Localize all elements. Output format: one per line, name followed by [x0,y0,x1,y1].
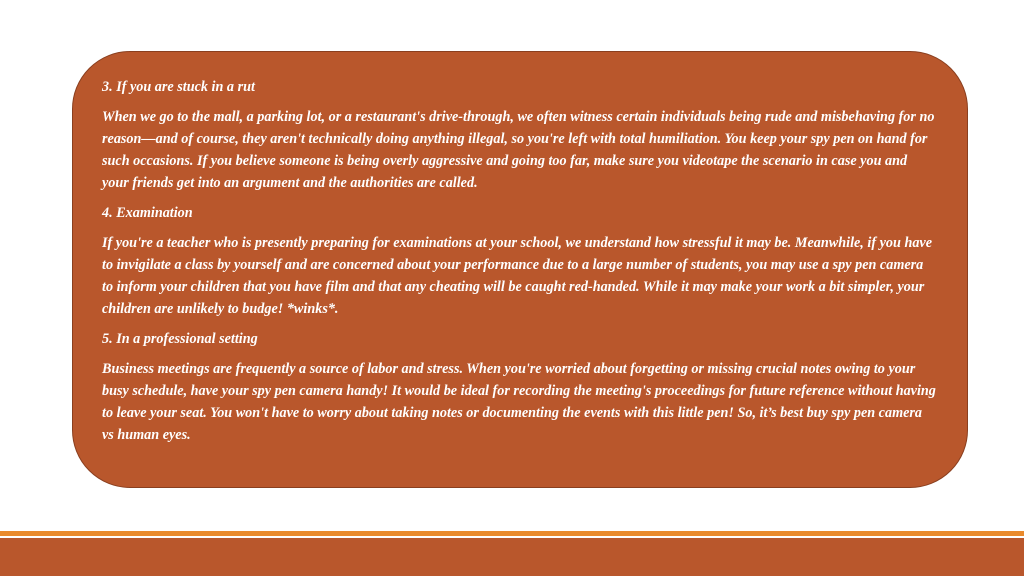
section-heading-professional: 5. In a professional setting [102,331,258,347]
section-body-examination: If you're a teacher who is presently preparing for examinations at your school, we understand how stressful it may be. Meanwhile, if you have to invigilate a class by yourself and are concerned about your performance due to a large number of students, you may use a spy pen camera to inform your children that you have film and that any cheating will be caught red-handed. While it may make your work a bit simpler, your children are unlikely to budge! *winks*. [102,235,933,317]
section-body-professional: Business meetings are frequently a source of labor and stress. When you're worried about forgetting or missing crucial notes owing to your busy schedule, have your spy pen camera handy! It would be ideal for recording the meeting's proceedings for future reference without having to leave your seat. You won't have to worry about taking notes or documenting the events with this little pen! So, it’s best buy spy pen camera vs human eyes. [102,361,936,443]
footer-accent-line [0,531,1024,536]
content-box [72,51,968,488]
section-heading-rut: 3. If you are stuck in a rut [102,79,255,95]
section-body-rut: When we go to the mall, a parking lot, or a restaurant's drive-through, we often witness certain individuals being rude and misbehaving for no reason—and of course, they aren't technically doing anything illegal, so you're left with total humiliation. You keep your spy pen on hand for such occasions. If you believe someone is being overly aggressive and going too far, make sure you videotape the scenario in case you and your friends get into an argument and the authorities are called. [102,109,935,191]
section-heading-examination: 4. Examination [102,205,193,221]
footer-bar [0,538,1024,576]
